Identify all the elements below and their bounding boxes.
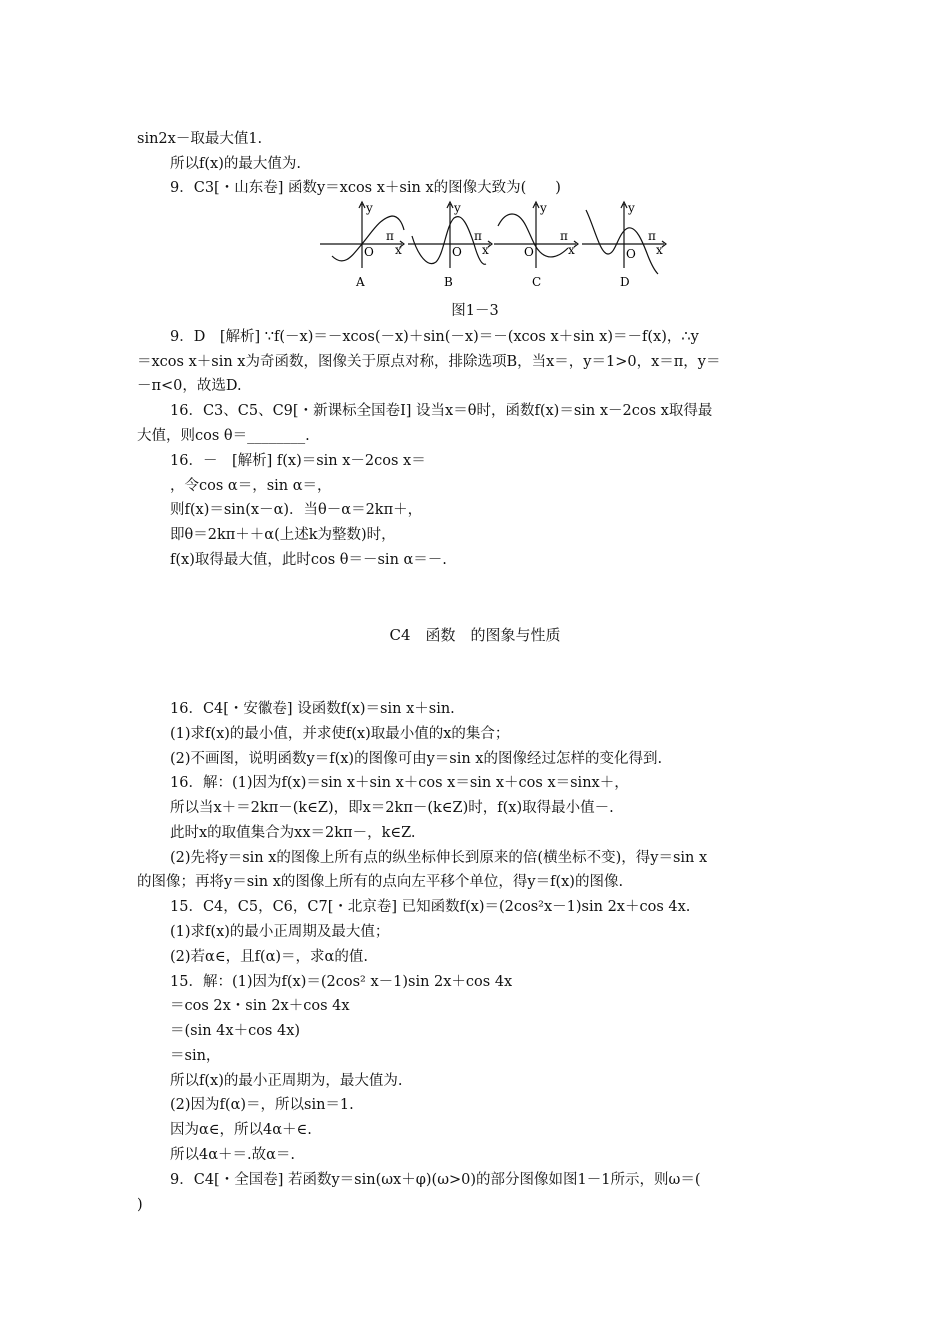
question-16-part-2: (2)不画图，说明函数y＝f(x)的图像可由y＝sin x的图像经过怎样的变化得到. xyxy=(170,751,663,767)
question-15-part-1: (1)求f(x)的最小正周期及最大值； xyxy=(170,924,390,940)
solution-15-line-2: ＝cos 2x・sin 2x＋cos 4x xyxy=(170,998,350,1014)
graph-c-label: C xyxy=(532,275,542,289)
graph-a-y-label: y xyxy=(366,201,373,215)
graph-c-pi: π xyxy=(560,229,568,243)
solution-16-line-5: 的图像；再将y＝sin x的图像上所有的点向左平移个单位，得y＝f(x)的图像. xyxy=(137,874,624,890)
question-9-shandong: 9．C3[・山东卷] 函数y＝xcos x＋sin x的图像大致为( ) xyxy=(170,180,561,196)
graph-c-origin: O xyxy=(524,245,534,259)
graph-d-origin: O xyxy=(626,247,636,261)
question-16-line-2: 大值，则cos θ＝________. xyxy=(137,428,310,444)
question-16-anhui: 16．C4[・安徽卷] 设函数f(x)＝sin x＋sin. xyxy=(170,701,455,717)
answer-9-line-3: －π<0，故选D. xyxy=(137,378,242,394)
solution-16-line-3: 此时x的取值集合为xx＝2kπ－，k∈Z. xyxy=(170,825,416,841)
graph-d-pi: π xyxy=(648,229,656,243)
graph-a-pi: π xyxy=(386,229,394,243)
question-15-part-2: (2)若α∈，且f(α)＝，求α的值. xyxy=(170,949,368,965)
graph-a-label: A xyxy=(356,275,365,289)
solution-16-line-1: 16．解：(1)因为f(x)＝sin x＋sin x＋cos x＝sin x＋cos x＝sinx＋， xyxy=(170,775,629,791)
answer-16-line-2: ，令cos α＝，sin α＝， xyxy=(170,478,332,494)
question-9-national-end: ) xyxy=(137,1197,143,1213)
answer-9-line-2: ＝xcos x＋sin x为奇函数，图像关于原点对称，排除选项B，当x＝，y＝1>0，x＝π，y＝ xyxy=(137,354,721,370)
graph-d-label: D xyxy=(620,275,630,289)
answer-16-line-4: 即θ＝2kπ＋＋α(上述k为整数)时， xyxy=(170,527,396,543)
solution-15-line-3: ＝(sin 4x＋cos 4x) xyxy=(170,1023,301,1039)
graph-b-origin: O xyxy=(452,245,462,259)
answer-16-line-5: f(x)取得最大值，此时cos θ＝－sin α＝－. xyxy=(170,552,447,568)
solution-15-line-5: 所以f(x)的最小正周期为，最大值为. xyxy=(170,1073,403,1089)
graph-b-x-label: x xyxy=(482,243,489,257)
graph-d-y-label: y xyxy=(628,201,635,215)
solution-16-line-4: (2)先将y＝sin x的图像上所有点的纵坐标伸长到原来的倍(横坐标不变)，得y＝sin x xyxy=(170,850,708,866)
graph-d-x-label: x xyxy=(656,243,663,257)
answer-16-line-3: 则f(x)＝sin(x－α)．当θ－α＝2kπ＋， xyxy=(170,502,423,518)
section-title: C4 函数 的图象与性质 xyxy=(389,626,561,644)
solution-15-line-6: (2)因为f(α)＝，所以sin＝1. xyxy=(170,1097,354,1113)
solution-15-line-1: 15．解：(1)因为f(x)＝(2cos² x－1)sin 2x＋cos 4x xyxy=(170,974,513,990)
question-9-national: 9．C4[・全国卷] 若函数y＝sin(ωx＋φ)(ω>0)的部分图像如图1－1所示，则ω＝( xyxy=(170,1172,701,1188)
question-16-part-1: (1)求f(x)的最小值，并求使f(x)取最小值的x的集合； xyxy=(170,726,510,742)
solution-15-line-4: ＝sin， xyxy=(170,1048,221,1064)
question-16-line-1: 16．C3、C5、C9[・新课标全国卷Ⅰ] 设当x＝θ时，函数f(x)＝sin x－2cos x取得最 xyxy=(170,403,713,419)
answer-9-line-1: 9．D [解析] ∵f(－x)＝－xcos(－x)＋sin(－x)＝－(xcos x＋sin x)＝－f(x)，∴y xyxy=(170,329,699,345)
graph-c-x-label: x xyxy=(568,243,575,257)
graph-c-y-label: y xyxy=(540,201,547,215)
graph-b-label: B xyxy=(444,275,453,289)
figure-1-3 xyxy=(318,196,668,292)
line-1: sin2x－取最大值1. xyxy=(137,131,263,147)
graph-b-pi: π xyxy=(474,229,482,243)
solution-16-line-2: 所以当x＋＝2kπ－(k∈Z)，即x＝2kπ－(k∈Z)时，f(x)取得最小值－. xyxy=(170,800,614,816)
answer-16-line-1: 16．－ [解析] f(x)＝sin x－2cos x＝ xyxy=(170,453,426,469)
graph-b-y-label: y xyxy=(454,201,461,215)
question-15-beijing: 15．C4，C5，C6，C7[・北京卷] 已知函数f(x)＝(2cos²x－1)sin 2x＋cos 4x. xyxy=(170,899,691,915)
line-2: 所以f(x)的最大值为. xyxy=(170,156,301,172)
figure-caption: 图1－3 xyxy=(451,303,499,319)
graph-a-x-label: x xyxy=(395,243,402,257)
graph-a-origin: O xyxy=(364,245,374,259)
solution-15-line-7: 因为α∈，所以4α＋∈. xyxy=(170,1122,312,1138)
solution-15-line-8: 所以4α＋＝.故α＝. xyxy=(170,1147,296,1163)
